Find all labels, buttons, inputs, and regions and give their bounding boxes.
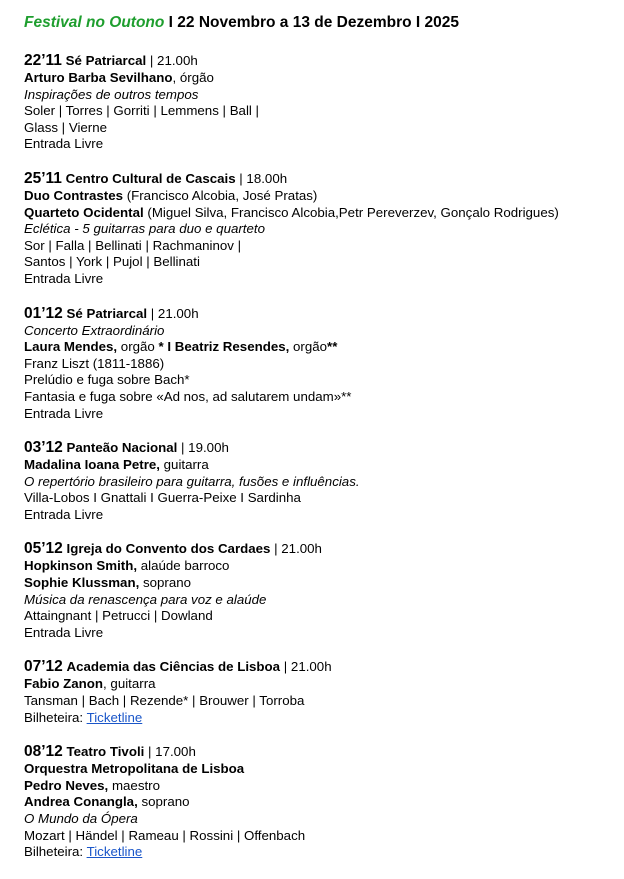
program-title: Concerto Extraordinário bbox=[24, 322, 165, 338]
event-list bbox=[24, 52, 604, 861]
event-detail-line bbox=[24, 221, 604, 238]
performer-name: Quarteto Ocidental bbox=[24, 204, 144, 220]
event-venue: Teatro Tivoli bbox=[66, 744, 145, 760]
event-detail-line bbox=[24, 828, 604, 845]
performer-name: Andrea Conangla, bbox=[24, 794, 138, 810]
detail-text: (Miguel Silva, Francisco Alcobia,Petr Pereverzev, Gonçalo Rodrigues) bbox=[143, 204, 559, 220]
event-date: 08’12 bbox=[24, 743, 63, 761]
performer-name: Fabio Zanon bbox=[24, 676, 104, 692]
program-title: Inspirações de outros tempos bbox=[24, 86, 199, 102]
event-heading bbox=[24, 658, 604, 676]
event-detail-line bbox=[24, 710, 604, 727]
event-date: 05’12 bbox=[24, 540, 63, 558]
event-detail-line bbox=[24, 188, 604, 205]
detail-text: Villa-Lobos I Gnattali I Guerra-Peixe I Sardinha bbox=[24, 490, 301, 506]
event-venue: Academia das Ciências de Lisboa bbox=[66, 659, 281, 675]
event-detail-line bbox=[24, 372, 604, 389]
detail-text: Prelúdio e fuga sobre Bach* bbox=[24, 372, 190, 388]
detail-text: soprano bbox=[139, 575, 192, 591]
detail-text: Entrada Livre bbox=[24, 136, 104, 152]
event-detail-line bbox=[24, 625, 604, 642]
event-time: | 18.00h bbox=[235, 170, 288, 186]
detail-text: Entrada Livre bbox=[24, 506, 104, 522]
performer-name: Duo Contrastes bbox=[24, 187, 123, 203]
event-detail-line bbox=[24, 474, 604, 491]
event-detail-line bbox=[24, 490, 604, 507]
performer-name: Madalina Ioana Petre, bbox=[24, 457, 160, 473]
detail-text: Entrada Livre bbox=[24, 270, 104, 286]
detail-text: Mozart | Händel | Rameau | Rossini | Offenbach bbox=[24, 827, 306, 843]
event-date: 25’11 bbox=[24, 169, 62, 187]
event-detail-line bbox=[24, 811, 604, 828]
event-time: | 17.00h bbox=[144, 744, 196, 760]
event-detail-line bbox=[24, 794, 604, 811]
festival-name: Festival no Outono bbox=[24, 14, 165, 31]
detail-text: Soler | Torres | Gorriti | Lemmens | Ball | bbox=[24, 103, 260, 119]
event-venue: Centro Cultural de Cascais bbox=[65, 170, 236, 186]
event-detail-line bbox=[24, 693, 604, 710]
event-date: 07’12 bbox=[24, 658, 63, 676]
event-heading bbox=[24, 439, 604, 457]
detail-text: Glass | Vierne bbox=[24, 119, 108, 135]
performer-name: Orquestra Metropolitana de Lisboa bbox=[24, 761, 245, 777]
event-detail-line bbox=[24, 339, 604, 356]
event-item bbox=[24, 52, 604, 153]
event-detail-line bbox=[24, 778, 604, 795]
program-title: Música da renascença para voz e alaúde bbox=[24, 591, 267, 607]
detail-text: soprano bbox=[137, 794, 190, 810]
detail-text: Attaingnant | Petrucci | Dowland bbox=[24, 608, 213, 624]
event-item bbox=[24, 540, 604, 641]
detail-text: maestro bbox=[108, 777, 160, 793]
performer-name: Sophie Klussman, bbox=[24, 575, 140, 591]
event-detail-line bbox=[24, 457, 604, 474]
detail-text: guitarra bbox=[159, 457, 209, 473]
performer-name: Laura Mendes, bbox=[24, 339, 118, 355]
performer-name: ** bbox=[327, 339, 338, 355]
event-detail-line bbox=[24, 389, 604, 406]
event-heading bbox=[24, 52, 604, 70]
event-heading bbox=[24, 305, 604, 323]
performer-name: Pedro Neves, bbox=[24, 777, 109, 793]
detail-text: , órgão bbox=[172, 70, 214, 85]
event-item bbox=[24, 439, 604, 523]
detail-text: alaúde barroco bbox=[137, 558, 230, 574]
page-title bbox=[24, 14, 604, 32]
event-detail-line bbox=[24, 844, 604, 861]
event-time: | 19.00h bbox=[177, 440, 229, 456]
ticketline-link[interactable]: Ticketline bbox=[86, 844, 143, 860]
event-heading bbox=[24, 743, 604, 761]
detail-text: Santos | York | Pujol | Bellinati bbox=[24, 254, 200, 270]
performer-name: Arturo Barba Sevilhano bbox=[24, 70, 173, 85]
performer-name: Hopkinson Smith, bbox=[24, 558, 138, 574]
program-title: Eclética - 5 guitarras para duo e quarteto bbox=[24, 221, 265, 237]
event-detail-line bbox=[24, 356, 604, 373]
detail-text: Fantasia e fuga sobre «Ad nos, ad salutarem undam»** bbox=[24, 388, 352, 404]
event-venue: Panteão Nacional bbox=[66, 440, 178, 456]
event-venue: Igreja do Convento dos Cardaes bbox=[66, 541, 271, 557]
event-detail-line bbox=[24, 676, 604, 693]
event-detail-line bbox=[24, 103, 604, 120]
program-title: O repertório brasileiro para guitarra, fusões e influências. bbox=[24, 473, 360, 489]
event-detail-line bbox=[24, 205, 604, 222]
detail-text: , guitarra bbox=[103, 676, 156, 692]
event-item bbox=[24, 305, 604, 423]
detail-text: Franz Liszt (1811-1886) bbox=[24, 355, 165, 371]
detail-text: orgão bbox=[117, 339, 159, 355]
event-detail-line bbox=[24, 507, 604, 524]
event-venue: Sé Patriarcal bbox=[66, 305, 148, 321]
event-time: | 21.00h bbox=[270, 541, 322, 557]
detail-text: (Francisco Alcobia, José Pratas) bbox=[123, 187, 318, 203]
detail-text: Sor | Falla | Bellinati | Rachmaninov | bbox=[24, 237, 242, 253]
event-detail-line bbox=[24, 254, 604, 271]
detail-text: Bilheteira: bbox=[24, 709, 87, 725]
event-detail-line bbox=[24, 136, 604, 153]
performer-name: * I Beatriz Resendes, bbox=[158, 339, 290, 355]
event-detail-line bbox=[24, 406, 604, 423]
event-time: | 21.00h bbox=[280, 659, 332, 675]
event-date: 03’12 bbox=[24, 439, 63, 457]
event-item bbox=[24, 170, 604, 288]
festival-dates: I 22 Novembro a 13 de Dezembro I 2025 bbox=[164, 14, 460, 31]
event-detail-line bbox=[24, 271, 604, 288]
event-detail-line bbox=[24, 323, 604, 340]
event-heading bbox=[24, 170, 604, 188]
event-item bbox=[24, 743, 604, 861]
event-detail-line bbox=[24, 592, 604, 609]
event-date: 22’11 bbox=[24, 52, 62, 69]
detail-text: Tansman | Bach | Rezende* | Brouwer | Torroba bbox=[24, 693, 305, 709]
detail-text: Entrada Livre bbox=[24, 624, 104, 640]
event-detail-line bbox=[24, 238, 604, 255]
event-time: | 21.00h bbox=[146, 53, 198, 68]
ticketline-link[interactable]: Ticketline bbox=[86, 709, 143, 725]
event-detail-line bbox=[24, 608, 604, 625]
event-time: | 21.00h bbox=[147, 305, 199, 321]
event-detail-line bbox=[24, 70, 604, 87]
detail-text: Entrada Livre bbox=[24, 405, 104, 421]
event-detail-line bbox=[24, 120, 604, 137]
detail-text: Bilheteira: bbox=[24, 844, 87, 860]
program-title: O Mundo da Ópera bbox=[24, 811, 138, 826]
event-item bbox=[24, 658, 604, 726]
event-detail-line bbox=[24, 87, 604, 104]
event-heading bbox=[24, 540, 604, 558]
event-detail-line bbox=[24, 575, 604, 592]
event-detail-line bbox=[24, 558, 604, 575]
event-venue: Sé Patriarcal bbox=[65, 53, 147, 68]
event-detail-line bbox=[24, 761, 604, 778]
detail-text: orgão bbox=[289, 339, 328, 355]
event-date: 01’12 bbox=[24, 304, 63, 322]
